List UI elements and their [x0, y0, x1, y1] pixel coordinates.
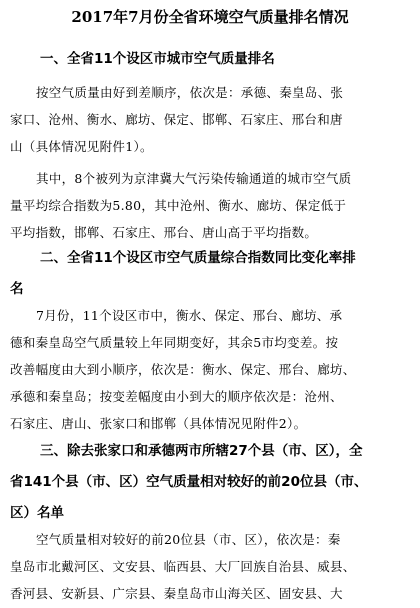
- paragraph-line: 按空气质量由好到差顺序，依次是：承德、秦皇岛、张: [36, 85, 344, 100]
- paragraph-line: 其中，8个被列为京津冀大气污染传输通道的城市空气质: [36, 171, 352, 186]
- paragraph-line: 7月份，11个设区市中，衡水、保定、邢台、廊坊、承: [36, 308, 343, 323]
- paragraph-line: 平均指数，邯郸、石家庄、邢台、唐山高于平均指数。: [10, 225, 318, 240]
- heading-line: 区）名单: [10, 505, 64, 521]
- paragraph-line: 石家庄、唐山、张家口和邯郸（具体情况见附件2）。: [10, 416, 307, 431]
- section-1-heading: [10, 44, 420, 75]
- paragraph-line: 改善幅度由大到小顺序，依次是：衡水、保定、邢台、廊坊、: [10, 362, 356, 377]
- paragraph-line: 空气质量相对较好的前20位县（市、区），依次是：秦: [36, 532, 341, 547]
- paragraph-ranking-order: [10, 79, 410, 160]
- paragraph-line: 家口、沧州、衡水、廊坊、保定、邯郸、石家庄、邢台和唐: [10, 112, 343, 127]
- paragraph-line: 承德和秦皇岛；按变差幅度由小到大的顺序依次是：沧州、: [10, 389, 343, 404]
- heading-line: 三、除去张家口和承德两市所辖27个县（市、区），全: [40, 443, 363, 459]
- document-title: 2017年7月份全省环境空气质量排名情况: [71, 8, 349, 26]
- heading-line: 二、全省11个设区市空气质量综合指数同比变化率排: [40, 250, 356, 266]
- section-3-heading: [10, 436, 410, 529]
- paragraph-line: 德和秦皇岛空气质量较上年同期变好，其余5市均变差。按: [10, 335, 339, 350]
- heading-line: 一、全省11个设区市城市空气质量排名: [40, 51, 275, 67]
- paragraph-line: 量平均综合指数为5.80，其中沧州、衡水、廊坊、保定低于: [10, 198, 347, 213]
- paragraph-transport-channel: [10, 165, 410, 246]
- paragraph-yoy-change: [10, 302, 410, 437]
- heading-line: 省141个县（市、区）空气质量相对较好的前20位县（市、: [10, 474, 368, 490]
- paragraph-line: 香河县、安新县、广宗县、秦皇岛市山海关区、固安县、大: [10, 586, 343, 601]
- heading-line: 名: [10, 281, 24, 297]
- paragraph-top-20-counties: [10, 526, 410, 607]
- section-2-heading: [10, 243, 410, 305]
- paragraph-line: 山（具体情况见附件1）。: [10, 139, 153, 154]
- paragraph-line: 皇岛市北戴河区、文安县、临西县、大厂回族自治县、威县、: [10, 559, 356, 574]
